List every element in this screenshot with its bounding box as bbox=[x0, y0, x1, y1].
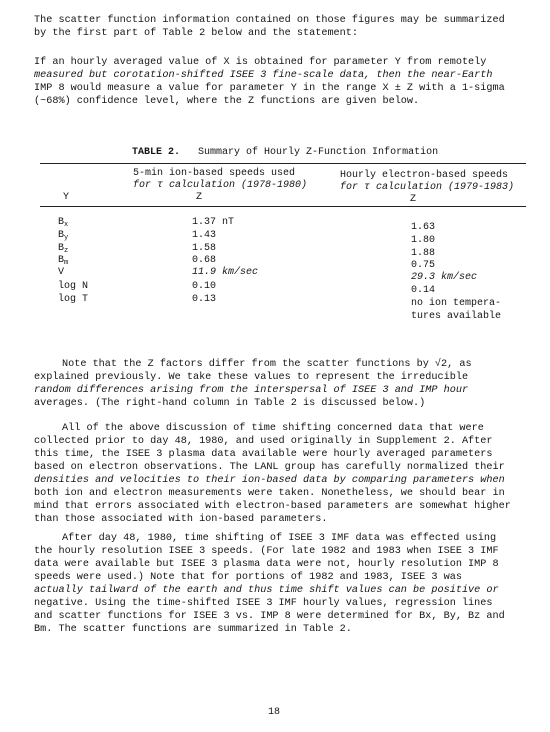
table-label: TABLE 2. bbox=[132, 147, 181, 158]
table-cell-z2: 0.75 bbox=[411, 260, 436, 271]
table-cell-z1: 1.58 bbox=[192, 243, 217, 254]
text-line: explained previously. We take these values to represent the irreducible bbox=[34, 372, 469, 383]
page-number: 18 bbox=[268, 707, 281, 718]
table-row-y: $B_x$ bbox=[58, 217, 69, 229]
text-line: All of the above discussion of time shifting concerned data that were bbox=[62, 423, 484, 434]
table-row-y: $B_z$ bbox=[58, 243, 69, 255]
text-line: actually tailward of the earth and thus time shift values can be positive or bbox=[34, 585, 499, 596]
col2-header-line1: Hourly electron-based speeds bbox=[340, 170, 509, 181]
text-line: After day 48, 1980, time shifting of ISEE 3 IMF data was effected using bbox=[62, 533, 497, 544]
text-line: than those associated with ion-based parameters. bbox=[34, 514, 328, 525]
col-y-header: Y bbox=[63, 192, 70, 203]
table-cell-z2: 1.63 bbox=[411, 222, 436, 233]
text-line: averages. (The right-hand column in Table 2 is discussed below.) bbox=[34, 398, 426, 409]
text-line: measured but corotation-shifted ISEE 3 fine-scale data, then the near-Earth bbox=[34, 70, 493, 81]
table-cell-z2: 1.88 bbox=[411, 248, 436, 259]
note-paragraph bbox=[34, 358, 528, 410]
text-line: by the first part of Table 2 below and the statement: bbox=[34, 28, 359, 39]
text-line: this time, the ISEE 3 plasma data available were hourly averaged parameters bbox=[34, 449, 493, 460]
intro-paragraph bbox=[34, 14, 528, 40]
table-cell-z2: 0.14 bbox=[411, 285, 436, 296]
text-line: data were available but ISEE 3 plasma data were not, hourly resolution IMP 8 bbox=[34, 559, 499, 570]
text-line: (~68%) confidence level, where the Z functions are given below. bbox=[34, 96, 420, 107]
table-cell-z2: 29.3 km/sec bbox=[411, 272, 478, 283]
table-header-rule bbox=[40, 206, 526, 207]
text-line: based on electron observations. The LANL group has carefully normalized their bbox=[34, 462, 505, 473]
text-line: random differences arising from the interspersal of ISEE 3 and IMP hour bbox=[34, 385, 469, 396]
col1-header bbox=[133, 168, 307, 192]
text-line: IMP 8 would measure a value for parameter Y in the range X ± Z with a 1-sigma bbox=[34, 83, 505, 94]
table-cell-z2: tures available bbox=[411, 311, 502, 322]
text-line: speeds were used.) Note that for portions of 1982 and 1983, ISEE 3 was bbox=[34, 572, 462, 583]
table-row-y: log T bbox=[58, 294, 89, 305]
table-cell-z2: 1.80 bbox=[411, 235, 436, 246]
text-line: and scatter functions for ISEE 3 vs. IMP 8 were determined for Bx, By, Bz and bbox=[34, 611, 505, 622]
col2-header bbox=[340, 170, 514, 194]
text-line: negative. Using the time-shifted ISEE 3 IMF hourly values, regression lines bbox=[34, 598, 493, 609]
table-cell-z1: 0.13 bbox=[192, 294, 217, 305]
table-cell-z2: no ion tempera- bbox=[411, 298, 502, 309]
text-line: Note that the Z factors differ from the scatter functions by √2, as bbox=[62, 359, 472, 370]
table-cell-z1: 11.9 km/sec bbox=[192, 267, 259, 278]
text-line: mind that errors associated with electron-based parameters are somewhat higher bbox=[34, 501, 511, 512]
statement-paragraph bbox=[34, 56, 528, 108]
col1-z-header: Z bbox=[196, 192, 203, 203]
time-shifting-paragraph bbox=[34, 422, 528, 526]
text-line: the hourly resolution ISEE 3 speeds. (For late 1982 and 1983 when ISEE 3 IMF bbox=[34, 546, 499, 557]
table-row-y: $B_y$ bbox=[58, 230, 69, 242]
table-top-rule bbox=[40, 163, 526, 164]
after-day-paragraph bbox=[34, 532, 528, 636]
col1-header-line2: for τ calculation (1978-1980) bbox=[133, 180, 308, 191]
text-line: both ion and electron measurements were taken. Nonetheless, we should bear in bbox=[34, 488, 505, 499]
text-line: collected prior to day 48, 1980, and used originally in Supplement 2. After bbox=[34, 436, 493, 447]
table-cell-z1: 0.68 bbox=[192, 255, 217, 266]
table-row-y: log N bbox=[58, 281, 89, 292]
table-cell-z1: 1.43 bbox=[192, 230, 217, 241]
text-line: densities and velocities to their ion-based data by comparing parameters when bbox=[34, 475, 505, 486]
col2-z-header: Z bbox=[410, 194, 417, 205]
table-caption: Summary of Hourly Z-Function Information bbox=[198, 147, 439, 158]
col1-header-line1: 5-min ion-based speeds used bbox=[133, 168, 296, 179]
text-line: The scatter function information contained on those figures may be summarized bbox=[34, 15, 505, 26]
table-cell-z1: 1.37 nT bbox=[192, 217, 235, 228]
table-row-y: V bbox=[58, 267, 65, 278]
table-row-y: $B_m$ bbox=[58, 255, 69, 267]
table-title bbox=[132, 146, 438, 159]
table-cell-z1: 0.10 bbox=[192, 281, 217, 292]
text-line: If an hourly averaged value of X is obtained for parameter Y from remotely bbox=[34, 57, 487, 68]
text-line: Bm. The scatter functions are summarized in Table 2. bbox=[34, 624, 352, 635]
col2-header-line2: for τ calculation (1979-1983) bbox=[340, 182, 515, 193]
